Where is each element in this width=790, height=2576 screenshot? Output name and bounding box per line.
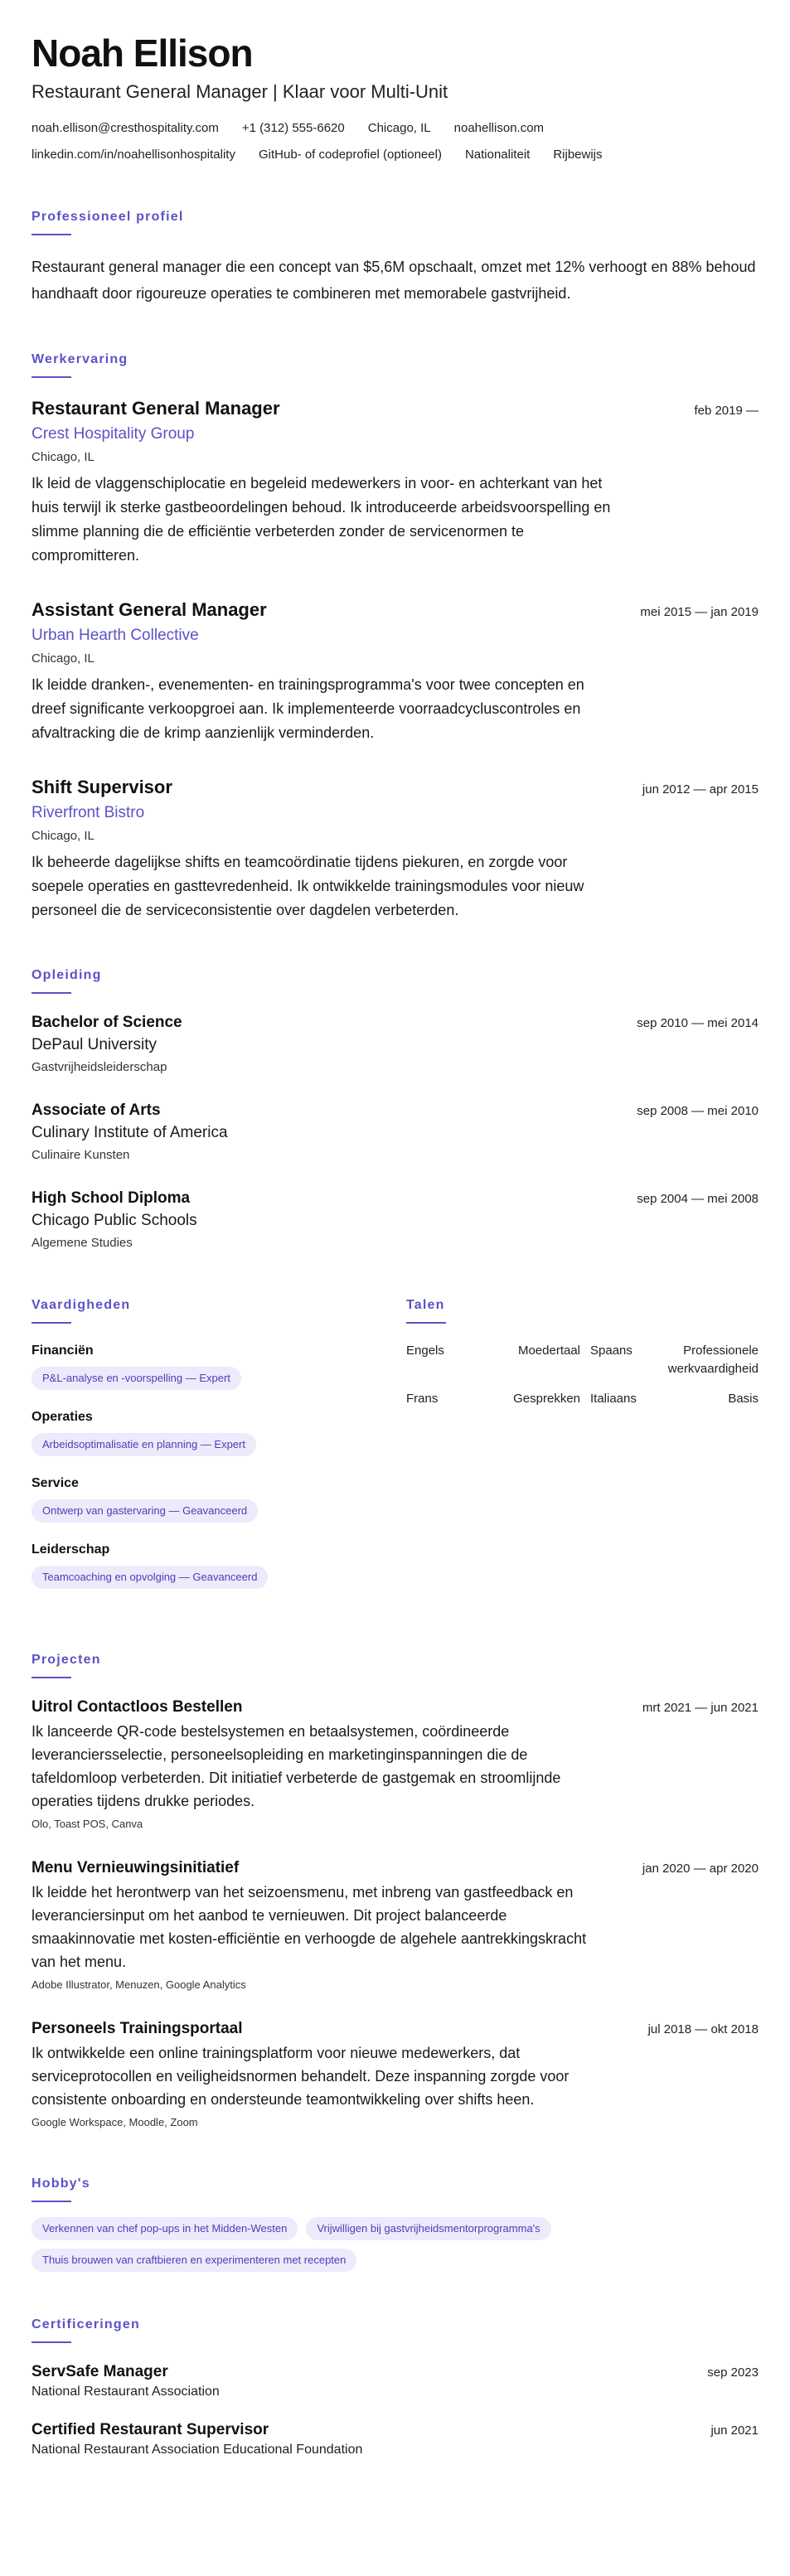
certification-entry — [32, 2361, 758, 2401]
contact-github: GitHub- of codeprofiel (optioneel) — [258, 148, 442, 162]
profile-section — [32, 209, 758, 307]
language-level: Basis — [728, 1392, 758, 1406]
project-title: Uitrol Contactloos Bestellen — [32, 1698, 243, 1716]
job-location: Chicago, IL — [32, 450, 95, 464]
education-school: Culinary Institute of America — [32, 1124, 228, 1141]
contact-website[interactable]: noahellison.com — [453, 121, 545, 135]
experience-section — [32, 351, 758, 922]
section-title: Certificeringen — [32, 2317, 140, 2331]
job-company: Riverfront Bistro — [32, 804, 145, 821]
job-description: Ik leidde dranken-, evenementen- en trainingsprogramma's voor twee concepten en dreef significante verkoopgroei aan. Ik implementeerde voorraadcycluscontroles en afvaltracking die de krimp aanzienlijk verminderden. — [32, 676, 584, 741]
section-divider — [32, 234, 71, 235]
education-degree: Associate of Arts — [32, 1102, 161, 1119]
project-entry — [32, 2018, 758, 2131]
certification-date: sep 2023 — [707, 2365, 758, 2380]
certification-org: National Restaurant Association — [32, 2385, 220, 2399]
contact-location: Chicago, IL — [367, 121, 431, 135]
certification-date: jun 2021 — [710, 2423, 758, 2438]
job-title: Shift Supervisor — [32, 777, 172, 797]
section-divider — [32, 376, 71, 378]
project-entry — [32, 1857, 758, 1993]
education-date: sep 2004 — mei 2008 — [637, 1192, 758, 1206]
education-entry — [32, 1100, 758, 1165]
hobby-chips — [32, 2217, 758, 2272]
project-entry — [32, 1697, 758, 1833]
project-description: Ik leidde het herontwerp van het seizoensmenu, met inbreng van gastfeedback en leveranciersinput om het aanbod te vernieuwen. Dit project balanceerde smaakinnovatie met kosten-efficiëntie en verhoogde de algehele aantrekkingskracht van het menu. — [32, 1884, 587, 1970]
project-date: jan 2020 — apr 2020 — [642, 1862, 758, 1876]
section-title: Opleiding — [32, 968, 102, 982]
language-name: Engels — [406, 1344, 444, 1358]
job-date: feb 2019 — — [694, 404, 758, 418]
hobby-chip: Vrijwilligen bij gastvrijheidsmentorprogramma's — [306, 2217, 550, 2240]
skills-languages-row — [32, 1297, 758, 1607]
contact-email[interactable]: noah.ellison@cresthospitality.com — [32, 121, 219, 135]
skill-chip: Ontwerp van gastervaring — Geavanceerd — [32, 1499, 258, 1523]
contact-info — [32, 119, 758, 164]
skill-category: Operaties — [32, 1410, 93, 1424]
job-location: Chicago, IL — [32, 829, 95, 843]
section-divider — [32, 1677, 71, 1678]
education-field: Culinaire Kunsten — [32, 1148, 130, 1162]
certification-org: National Restaurant Association Educational Foundation — [32, 2443, 363, 2457]
contact-phone[interactable]: +1 (312) 555-6620 — [241, 121, 345, 135]
education-date: sep 2008 — mei 2010 — [637, 1104, 758, 1118]
contact-linkedin[interactable]: linkedin.com/in/noahellisonhospitality — [32, 148, 235, 162]
section-title: Projecten — [32, 1653, 101, 1667]
job-title: Assistant General Manager — [32, 599, 267, 620]
language-name: Frans — [406, 1392, 439, 1406]
education-degree: Bachelor of Science — [32, 1014, 182, 1031]
project-tools: Olo, Toast POS, Canva — [32, 1818, 143, 1830]
education-section — [32, 967, 758, 1252]
education-school: DePaul University — [32, 1036, 157, 1053]
language-name: Spaans — [590, 1344, 632, 1358]
certification-entry — [32, 2419, 758, 2459]
projects-section — [32, 1652, 758, 2131]
job-date: mei 2015 — jan 2019 — [640, 605, 758, 619]
section-divider — [32, 1322, 71, 1324]
skill-category: Service — [32, 1476, 79, 1490]
hobby-chip: Verkennen van chef pop-ups in het Midden-Westen — [32, 2217, 298, 2240]
project-description: Ik ontwikkelde een online trainingsplatform voor nieuwe medewerkers, dat serviceprotocollen en veiligheidsnormen behandelt. Deze inspanning zorgde voor consistente onboarding en ondersteunde teamontwikkeling over shifts heen. — [32, 2045, 569, 2108]
project-tools: Google Workspace, Moodle, Zoom — [32, 2116, 198, 2128]
section-divider — [32, 992, 71, 994]
education-date: sep 2010 — mei 2014 — [637, 1016, 758, 1030]
languages-section — [406, 1297, 758, 1607]
education-entry — [32, 1188, 758, 1252]
languages-grid — [406, 1342, 758, 1408]
language-name: Italiaans — [590, 1392, 637, 1406]
section-title: Professioneel profiel — [32, 210, 184, 224]
section-divider — [406, 1322, 446, 1324]
project-date: jul 2018 — okt 2018 — [647, 2022, 758, 2036]
project-date: mrt 2021 — jun 2021 — [642, 1701, 758, 1715]
language-level: Professionele werkvaardigheid — [667, 1344, 758, 1376]
education-school: Chicago Public Schools — [32, 1212, 197, 1229]
resume-header — [32, 31, 758, 164]
job-company: Urban Hearth Collective — [32, 627, 199, 644]
section-title: Hobby's — [32, 2177, 90, 2191]
project-description: Ik lanceerde QR-code bestelsystemen en betaalsystemen, coördineerde leveranciersselectie, personeelsopleiding en marketinginspanningen die de tafeldomloop verbeterden. Dit initiatief verbeterde de gastgemak en stroomlijnde operaties tijdens drukke periodes. — [32, 1723, 561, 1809]
education-field: Algemene Studies — [32, 1236, 133, 1250]
section-divider — [32, 2341, 71, 2343]
skill-category: Financiën — [32, 1344, 94, 1358]
skill-group — [32, 1342, 406, 1390]
language-level: Moedertaal — [517, 1344, 580, 1358]
skill-chip: Teamcoaching en opvolging — Geavanceerd — [32, 1566, 268, 1589]
education-degree: High School Diploma — [32, 1189, 191, 1207]
skill-group — [32, 1408, 406, 1456]
job-description: Ik beheerde dagelijkse shifts en teamcoördinatie tijdens piekuren, en zorgde voor soepele operaties en gasttevredenheid. Ik ontwikkelde trainingsmodules voor nieuw personeel die de serviceconsistentie over dagdelen verbeterden. — [32, 854, 584, 918]
job-title: Restaurant General Manager — [32, 398, 280, 419]
language-level: Gesprekken — [513, 1392, 580, 1406]
skills-section — [32, 1297, 406, 1607]
project-title: Menu Vernieuwingsinitiatief — [32, 1859, 240, 1876]
contact-license: Rijbewijs — [553, 148, 603, 162]
skill-chip: P&L-analyse en -voorspelling — Expert — [32, 1367, 241, 1390]
section-title: Vaardigheden — [32, 1298, 131, 1312]
contact-nationality: Nationaliteit — [464, 148, 531, 162]
certification-name: Certified Restaurant Supervisor — [32, 2421, 269, 2438]
job-company: Crest Hospitality Group — [32, 425, 195, 443]
hobby-chip: Thuis brouwen van craftbieren en experimenteren met recepten — [32, 2249, 356, 2272]
job-entry — [32, 775, 758, 922]
skill-chip: Arbeidsoptimalisatie en planning — Expert — [32, 1433, 256, 1456]
job-location: Chicago, IL — [32, 651, 95, 666]
certification-name: ServSafe Manager — [32, 2363, 168, 2380]
job-entry — [32, 598, 758, 745]
job-entry — [32, 396, 758, 568]
project-title: Personeels Trainingsportaal — [32, 2020, 243, 2037]
section-title: Werkervaring — [32, 352, 128, 366]
job-date: jun 2012 — apr 2015 — [642, 782, 758, 797]
education-entry — [32, 1012, 758, 1077]
skill-group — [32, 1474, 406, 1523]
project-tools: Adobe Illustrator, Menuzen, Google Analytics — [32, 1978, 246, 1991]
candidate-headline: Restaurant General Manager | Klaar voor Multi-Unit — [32, 81, 448, 102]
hobbies-section — [32, 2176, 758, 2272]
section-title: Talen — [406, 1298, 445, 1312]
profile-summary: Restaurant general manager die een concept van $5,6M opschaalt, omzet met 12% verhoogt en 88% behoud handhaaft door rigoureuze operaties te combineren met memorabele gastvrijheid. — [32, 259, 756, 302]
skill-category: Leiderschap — [32, 1542, 110, 1557]
candidate-name: Noah Ellison — [32, 31, 253, 75]
job-description: Ik leid de vlaggenschiplocatie en begeleid medewerkers in voor- en achterkant van het huis terwijl ik sterke gastbeoordelingen behoud. Ik introduceerde arbeidsvoorspelling en slimme planning die de efficiëntie verbeterden zonder de servicenormen te compromitteren. — [32, 475, 611, 564]
certifications-section — [32, 2317, 758, 2459]
skill-group — [32, 1541, 406, 1589]
section-divider — [32, 2201, 71, 2202]
education-field: Gastvrijheidsleiderschap — [32, 1060, 167, 1074]
